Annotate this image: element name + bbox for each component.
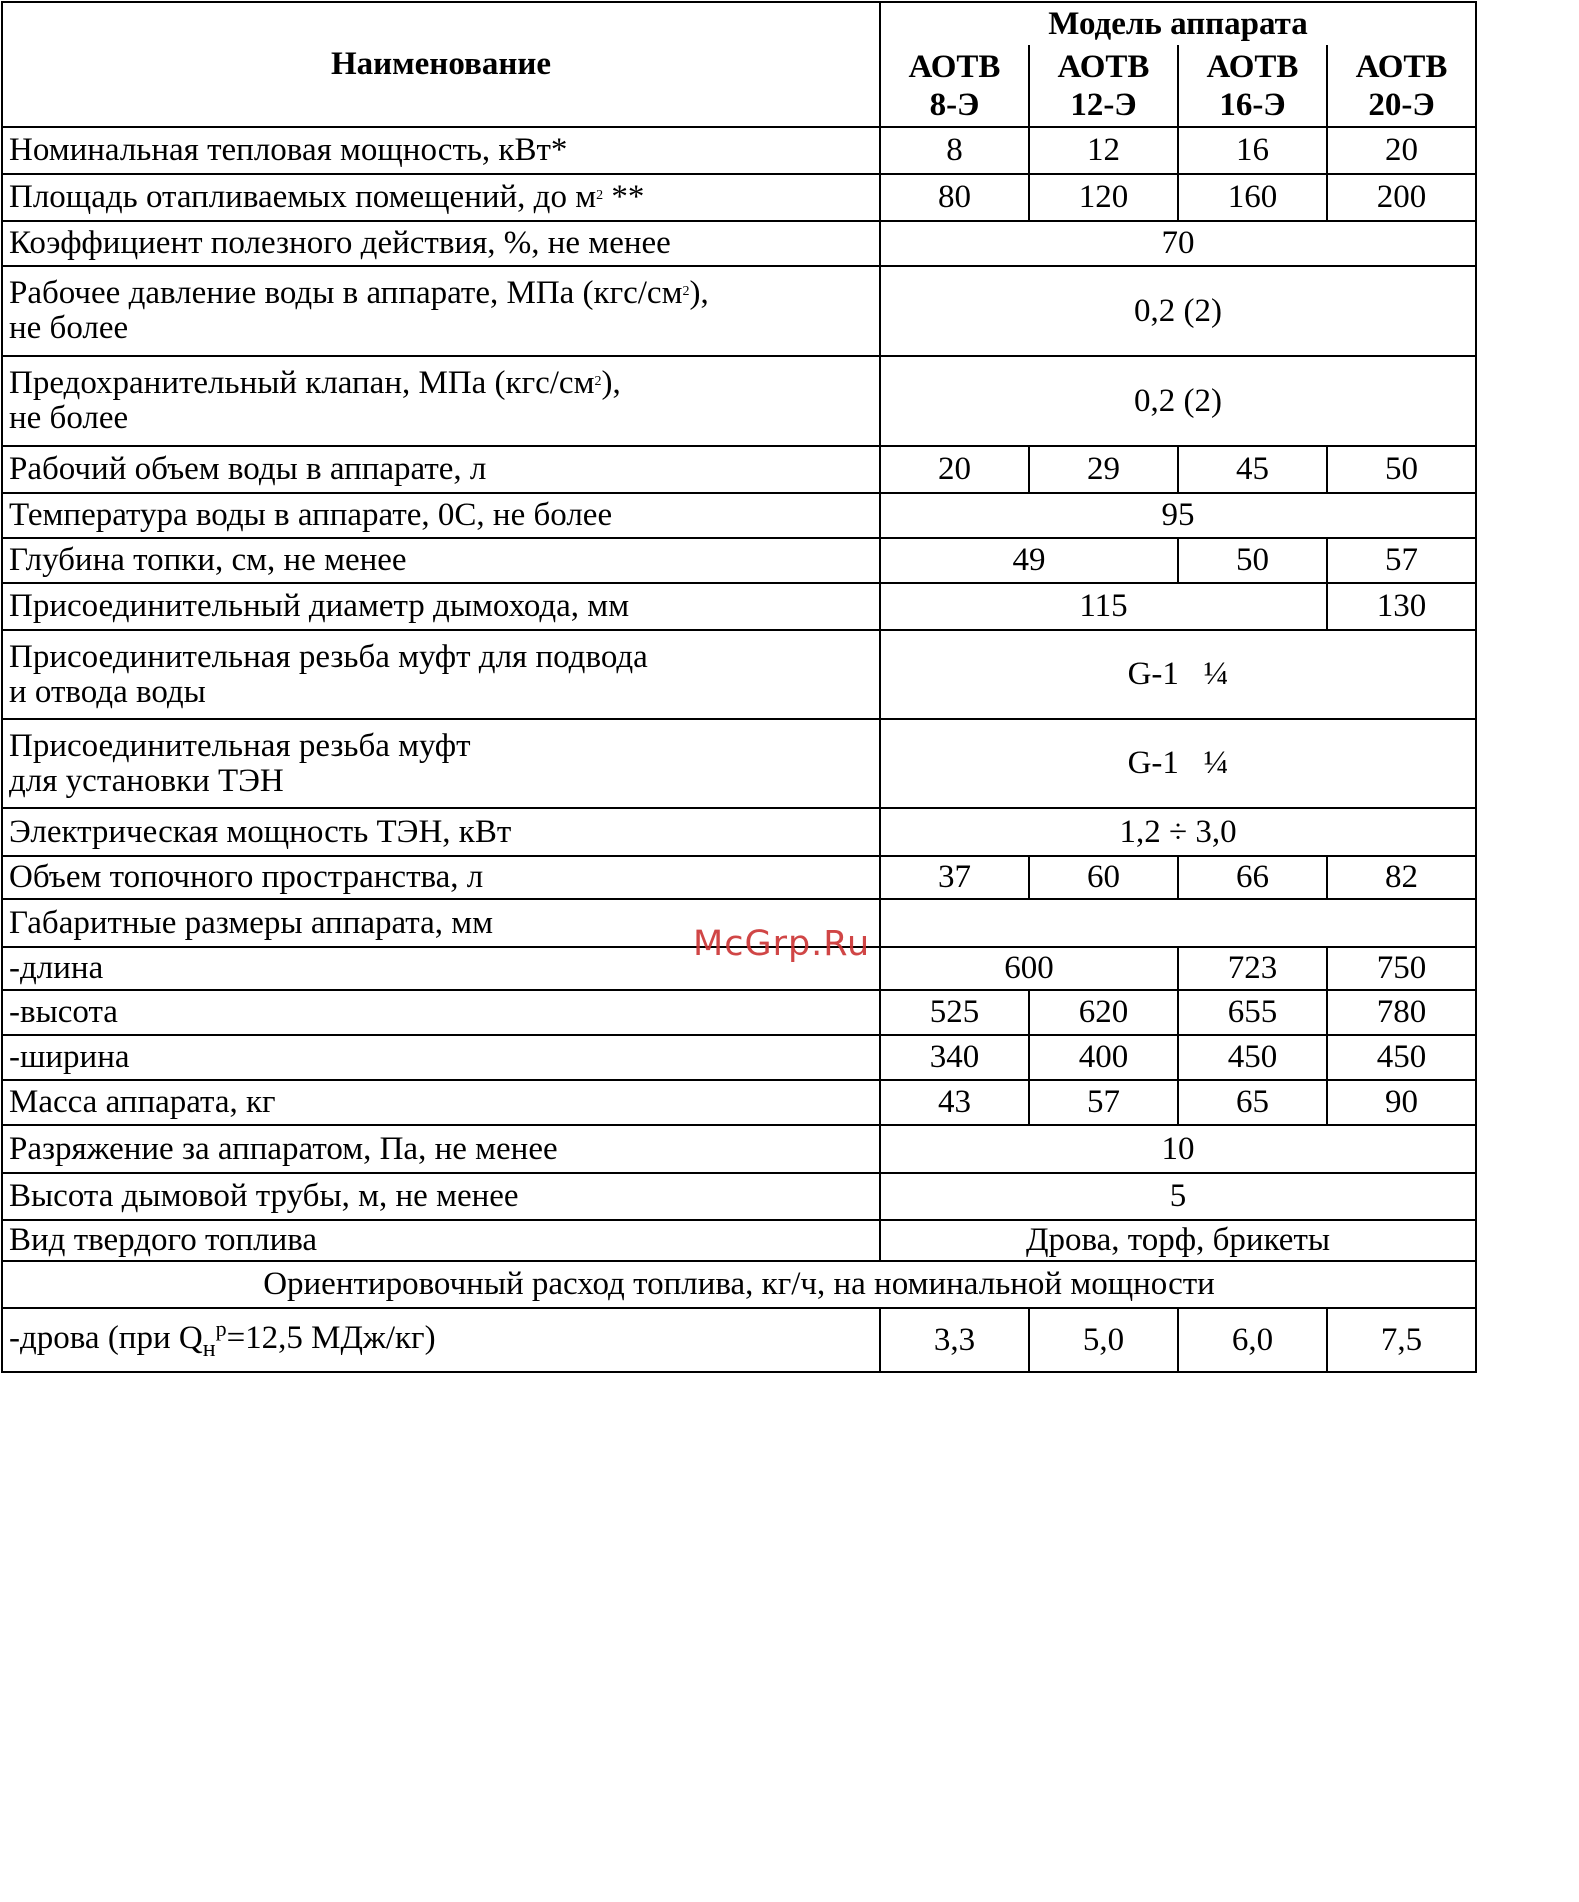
row-area	[2, 174, 1476, 221]
cell-value: 16	[1178, 127, 1327, 174]
row-chimney-height	[2, 1173, 1476, 1220]
header-model-group: Модель аппарата	[880, 2, 1476, 45]
cell-value: 50	[1327, 446, 1476, 493]
row-label: Площадь отапливаемых помещений, до $м^2$ **	[2, 174, 880, 221]
cell-value: 620	[1029, 990, 1178, 1035]
row-wood	[2, 1308, 1476, 1372]
row-valve	[2, 356, 1476, 446]
cell-value: 10	[880, 1125, 1476, 1173]
row-width	[2, 1035, 1476, 1080]
row-label: Высота дымовой трубы, м, не менее	[2, 1173, 880, 1220]
row-thread-heater	[2, 719, 1476, 808]
cell-value: 160	[1178, 174, 1327, 221]
header-model-3: АОТВ 16-Э	[1178, 45, 1327, 127]
row-thread-water	[2, 630, 1476, 719]
cell-value: 655	[1178, 990, 1327, 1035]
row-water-volume	[2, 446, 1476, 493]
cell-value: 200	[1327, 174, 1476, 221]
cell-value: 66	[1178, 856, 1327, 899]
cell-value: 50	[1178, 538, 1327, 583]
cell-value: 115	[880, 583, 1327, 630]
row-label: Рабочий объем воды в аппарате, л	[2, 446, 880, 493]
row-water-temp	[2, 493, 1476, 538]
row-power	[2, 127, 1476, 174]
row-firebox-volume	[2, 856, 1476, 899]
cell-value: 340	[880, 1035, 1029, 1080]
row-label: Электрическая мощность ТЭН, кВт	[2, 808, 880, 856]
row-height	[2, 990, 1476, 1035]
cell-value: 70	[880, 221, 1476, 266]
cell-value: 6,0	[1178, 1308, 1327, 1372]
cell-value: 780	[1327, 990, 1476, 1035]
cell-value: 12	[1029, 127, 1178, 174]
row-label: Глубина топки, см, не менее	[2, 538, 880, 583]
header-row-1	[2, 2, 1476, 45]
cell-value: 0,2 (2)	[880, 266, 1476, 356]
cell-value: 43	[880, 1080, 1029, 1125]
cell-value: 29	[1029, 446, 1178, 493]
watermark: McGrp.Ru	[693, 924, 871, 964]
cell-value: 20	[1327, 127, 1476, 174]
row-label: Разряжение за аппаратом, Па, не менее	[2, 1125, 880, 1173]
cell-value: G-1 ¼	[880, 630, 1476, 719]
cell-value: 5	[880, 1173, 1476, 1220]
row-label: Масса аппарата, кг	[2, 1080, 880, 1125]
row-label: -ширина	[2, 1035, 880, 1080]
cell-value: 750	[1327, 947, 1476, 990]
cell-value: 450	[1178, 1035, 1327, 1080]
row-label: Присоединительная резьба муфт для подвода и отвода воды	[2, 630, 880, 719]
cell-value: 49	[880, 538, 1178, 583]
row-draft	[2, 1125, 1476, 1173]
cell-value: 65	[1178, 1080, 1327, 1125]
cell-value: 3,3	[880, 1308, 1029, 1372]
cell-value: 120	[1029, 174, 1178, 221]
cell-value: 723	[1178, 947, 1327, 990]
row-label: Температура воды в аппарате, 0С, не более	[2, 493, 880, 538]
row-pressure	[2, 266, 1476, 356]
cell-value: 90	[1327, 1080, 1476, 1125]
cell-value: 20	[880, 446, 1029, 493]
cell-value: 400	[1029, 1035, 1178, 1080]
cell-value: Дрова, торф, брикеты	[880, 1220, 1476, 1261]
cell-empty	[880, 899, 1476, 947]
cell-value: 450	[1327, 1035, 1476, 1080]
cell-value: 57	[1029, 1080, 1178, 1125]
row-fuel-consumption	[2, 1261, 1476, 1308]
cell-value: 95	[880, 493, 1476, 538]
row-label: -дрова (при $Q_н^р=12,5$ МДж/кг)	[2, 1308, 880, 1372]
row-label: Габаритные размеры аппарата, мм	[2, 899, 880, 947]
header-model-4: АОТВ 20-Э	[1327, 45, 1476, 127]
row-label: Вид твердого топлива	[2, 1220, 880, 1261]
cell-value: 7,5	[1327, 1308, 1476, 1372]
row-label: Рабочее давление воды в аппарате, МПа $(кгс/см^2)$, не более	[2, 266, 880, 356]
header-model-2: АОТВ 12-Э	[1029, 45, 1178, 127]
row-label: Объем топочного пространства, л	[2, 856, 880, 899]
row-label: -высота	[2, 990, 880, 1035]
row-label: -длина	[2, 947, 880, 990]
row-label: Коэффициент полезного действия, %, не менее	[2, 221, 880, 266]
cell-value: 525	[880, 990, 1029, 1035]
row-heater-power	[2, 808, 1476, 856]
cell-value: 45	[1178, 446, 1327, 493]
row-efficiency	[2, 221, 1476, 266]
cell-value: 82	[1327, 856, 1476, 899]
cell-value: 5,0	[1029, 1308, 1178, 1372]
cell-value: 600	[880, 947, 1178, 990]
cell-value: 8	[880, 127, 1029, 174]
row-label: Номинальная тепловая мощность, кВт*	[2, 127, 880, 174]
cell-value: G-1 ¼	[880, 719, 1476, 808]
spec-table	[1, 1, 1477, 1373]
cell-value: 80	[880, 174, 1029, 221]
row-label: Ориентировочный расход топлива, кг/ч, на номинальной мощности	[2, 1261, 1476, 1308]
row-label: Предохранительный клапан, МПа $(кгс/см^2)$, не более	[2, 356, 880, 446]
row-firebox-depth	[2, 538, 1476, 583]
header-name: Наименование	[2, 2, 880, 127]
row-mass	[2, 1080, 1476, 1125]
row-label: Присоединительный диаметр дымохода, мм	[2, 583, 880, 630]
cell-value: 0,2 (2)	[880, 356, 1476, 446]
cell-value: 130	[1327, 583, 1476, 630]
header-model-1: АОТВ 8-Э	[880, 45, 1029, 127]
cell-value: 1,2 ÷ 3,0	[880, 808, 1476, 856]
row-label: Присоединительная резьба муфт для установки ТЭН	[2, 719, 880, 808]
cell-value: 60	[1029, 856, 1178, 899]
row-chimney-diam	[2, 583, 1476, 630]
cell-value: 37	[880, 856, 1029, 899]
cell-value: 57	[1327, 538, 1476, 583]
row-fuel-type	[2, 1220, 1476, 1261]
